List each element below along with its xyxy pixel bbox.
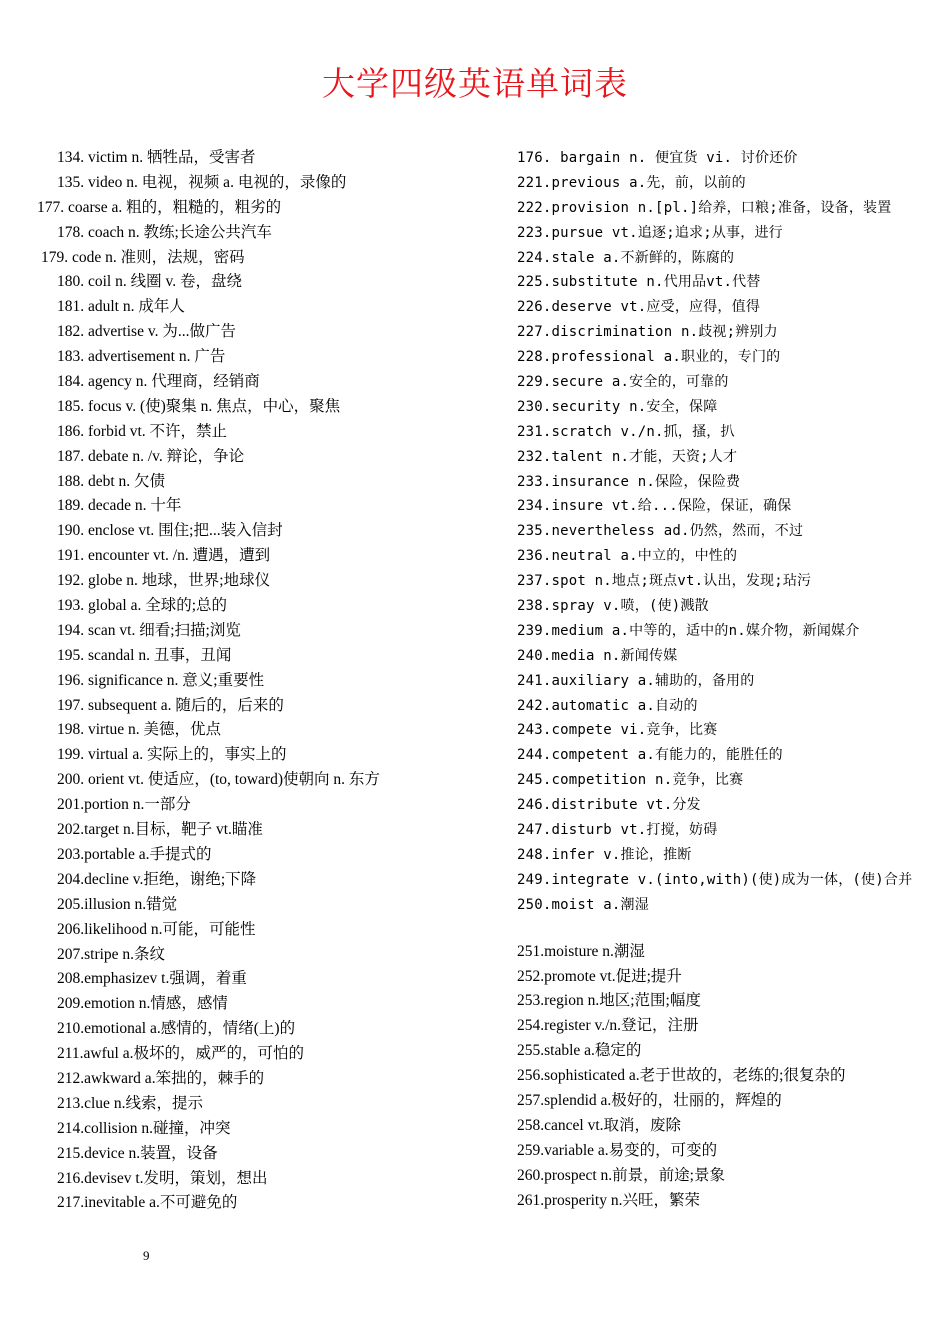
list-item: 242.automatic a.自动的 <box>517 697 698 714</box>
list-item: 190. enclose vt. 围住;把...装入信封 <box>57 522 283 540</box>
list-item: 222.provision n.[pl.]给养，口粮;准备，设备，装置 <box>517 199 892 216</box>
list-item: 205.illusion n.错觉 <box>57 895 178 913</box>
list-item: 213.clue n.线索，提示 <box>57 1094 203 1112</box>
list-item: 203.portable a.手提式的 <box>57 845 212 863</box>
list-item: 237.spot n.地点;斑点vt.认出，发现;玷污 <box>517 573 812 590</box>
list-item: 177. coarse a. 粗的，粗糙的，粗劣的 <box>37 198 282 216</box>
left-word-list <box>0 146 480 1216</box>
list-item: 181. adult n. 成年人 <box>57 298 185 316</box>
list-item: 135. video n. 电视，视频 a. 电视的，录像的 <box>57 173 347 191</box>
list-item: 226.deserve vt.应受，应得，值得 <box>517 299 761 316</box>
list-item: 227.discrimination n.歧视;辨别力 <box>517 324 778 341</box>
list-item: 187. debate n. /v. 辩论，争论 <box>57 447 245 465</box>
list-item: 254.register v./n.登记，注册 <box>517 1017 699 1035</box>
list-item: 233.insurance n.保险，保险费 <box>517 473 741 490</box>
list-item: 188. debt n. 欠债 <box>57 472 166 490</box>
list-item: 185. focus v. (使)聚集 n. 焦点，中心，聚焦 <box>57 397 341 415</box>
list-item: 209.emotion n.情感，感情 <box>57 995 228 1013</box>
list-item: 183. advertisement n. 广告 <box>57 348 226 366</box>
list-item: 195. scandal n. 丑事，丑闻 <box>57 646 232 664</box>
list-item: 248.infer v.推论，推断 <box>517 846 692 863</box>
list-item: 204.decline v.拒绝，谢绝;下降 <box>57 870 257 888</box>
list-item: 211.awful a.极坏的，威严的，可怕的 <box>57 1045 304 1063</box>
list-item: 257.splendid a.极好的，壮丽的，辉煌的 <box>517 1091 782 1109</box>
list-item: 249.integrate v.(into,with)(使)成为一体，(使)合并 <box>517 871 913 888</box>
list-item: 210.emotional a.感情的，情绪(上)的 <box>57 1020 296 1038</box>
list-item: 206.likelihood n.可能，可能性 <box>57 920 256 938</box>
list-item: 228.professional a.职业的，专门的 <box>517 349 781 366</box>
list-item: 212.awkward a.笨拙的，棘手的 <box>57 1069 265 1087</box>
document-title: 大学四级英语单词表 <box>322 64 628 103</box>
list-item: 179. code n. 准则，法规，密码 <box>41 248 245 266</box>
list-item: 208.emphasizev t.强调，着重 <box>57 970 247 988</box>
list-item: 252.promote vt.促进;提升 <box>517 967 682 985</box>
list-item: 180. coil n. 线圈 v. 卷，盘绕 <box>57 273 242 291</box>
list-item: 176. bargain n. 便宜货 vi. 讨价还价 <box>517 150 798 166</box>
list-item: 260.prospect n.前景，前途;景象 <box>517 1166 725 1184</box>
right-word-list <box>517 146 947 1213</box>
list-item: 250.moist a.潮湿 <box>517 896 649 913</box>
list-item: 202.target n.目标，靶子 vt.瞄准 <box>57 821 263 839</box>
list-item: 198. virtue n. 美德，优点 <box>57 721 222 739</box>
page-number: 9 <box>143 1248 150 1263</box>
list-item: 231.scratch v./n.抓，搔，扒 <box>517 423 735 440</box>
list-item: 251.moisture n.潮湿 <box>517 942 645 960</box>
list-item: 201.portion n.一部分 <box>57 796 191 814</box>
list-item: 256.sophisticated a.老于世故的，老练的;很复杂的 <box>517 1067 846 1085</box>
list-item: 199. virtual a. 实际上的，事实上的 <box>57 746 287 764</box>
list-item: 196. significance n. 意义;重要性 <box>57 671 265 689</box>
list-item: 225.substitute n.代用品vt.代替 <box>517 274 761 291</box>
list-item: 134. victim n. 牺牲品，受害者 <box>57 149 256 166</box>
list-item: 193. global a. 全球的;总的 <box>57 597 228 615</box>
list-item: 214.collision n.碰撞，冲突 <box>57 1119 231 1137</box>
list-item: 255.stable a.稳定的 <box>517 1042 642 1060</box>
list-item: 239.medium a.中等的，适中的n.媒介物，新闻媒介 <box>517 622 860 639</box>
list-item: 244.competent a.有能力的，能胜任的 <box>517 747 783 764</box>
list-item: 178. coach n. 教练;长途公共汽车 <box>57 223 272 241</box>
list-item: 215.device n.装置，设备 <box>57 1144 218 1162</box>
list-item: 243.compete vi.竞争，比赛 <box>517 722 718 739</box>
list-item: 186. forbid vt. 不许，禁止 <box>57 422 228 440</box>
list-item: 261.prosperity n.兴旺，繁荣 <box>517 1191 700 1209</box>
list-item: 241.auxiliary a.辅助的，备用的 <box>517 672 755 689</box>
list-item: 224.stale a.不新鲜的，陈腐的 <box>517 249 735 266</box>
list-item: 247.disturb vt.打搅，妨碍 <box>517 822 718 839</box>
list-item: 217.inevitable a.不可避免的 <box>57 1194 238 1212</box>
list-item: 234.insure vt.给...保险，保证，确保 <box>517 498 792 515</box>
list-item: 240.media n.新闻传媒 <box>517 647 678 664</box>
list-item: 223.pursue vt.追逐;追求;从事，进行 <box>517 224 783 241</box>
list-item: 182. advertise v. 为...做广告 <box>57 323 236 341</box>
list-item: 235.nevertheless ad.仍然，然而，不过 <box>517 523 804 540</box>
list-item: 194. scan vt. 细看;扫描;浏览 <box>57 621 241 639</box>
list-item: 236.neutral a.中立的，中性的 <box>517 548 738 565</box>
list-item: 192. globe n. 地球，世界;地球仪 <box>57 572 271 590</box>
list-item: 200. orient vt. 使适应，(to, toward)使朝向 n. 东方 <box>57 771 380 789</box>
list-item: 246.distribute vt.分发 <box>517 797 701 814</box>
list-item: 258.cancel vt.取消，废除 <box>517 1116 682 1134</box>
list-item: 191. encounter vt. /n. 遭遇，遭到 <box>57 547 271 565</box>
section-gap <box>517 918 947 940</box>
list-item: 259.variable a.易变的，可变的 <box>517 1141 718 1159</box>
list-item: 232.talent n.才能，天资;人才 <box>517 448 738 465</box>
list-item: 245.competition n.竞争，比赛 <box>517 772 744 789</box>
list-item: 221.previous a.先，前，以前的 <box>517 174 746 191</box>
list-item: 197. subsequent a. 随后的，后来的 <box>57 696 284 714</box>
list-item: 238.spray v.喷，(使)溅散 <box>517 598 709 615</box>
list-item: 207.stripe n.条纹 <box>57 945 166 963</box>
list-item: 253.region n.地区;范围;幅度 <box>517 992 701 1010</box>
list-item: 184. agency n. 代理商，经销商 <box>57 373 260 391</box>
list-item: 229.secure a.安全的，可靠的 <box>517 374 729 391</box>
list-item: 216.devisev t.发明，策划，想出 <box>57 1169 268 1187</box>
list-item: 189. decade n. 十年 <box>57 497 182 515</box>
list-item: 230.security n.安全，保障 <box>517 398 718 415</box>
